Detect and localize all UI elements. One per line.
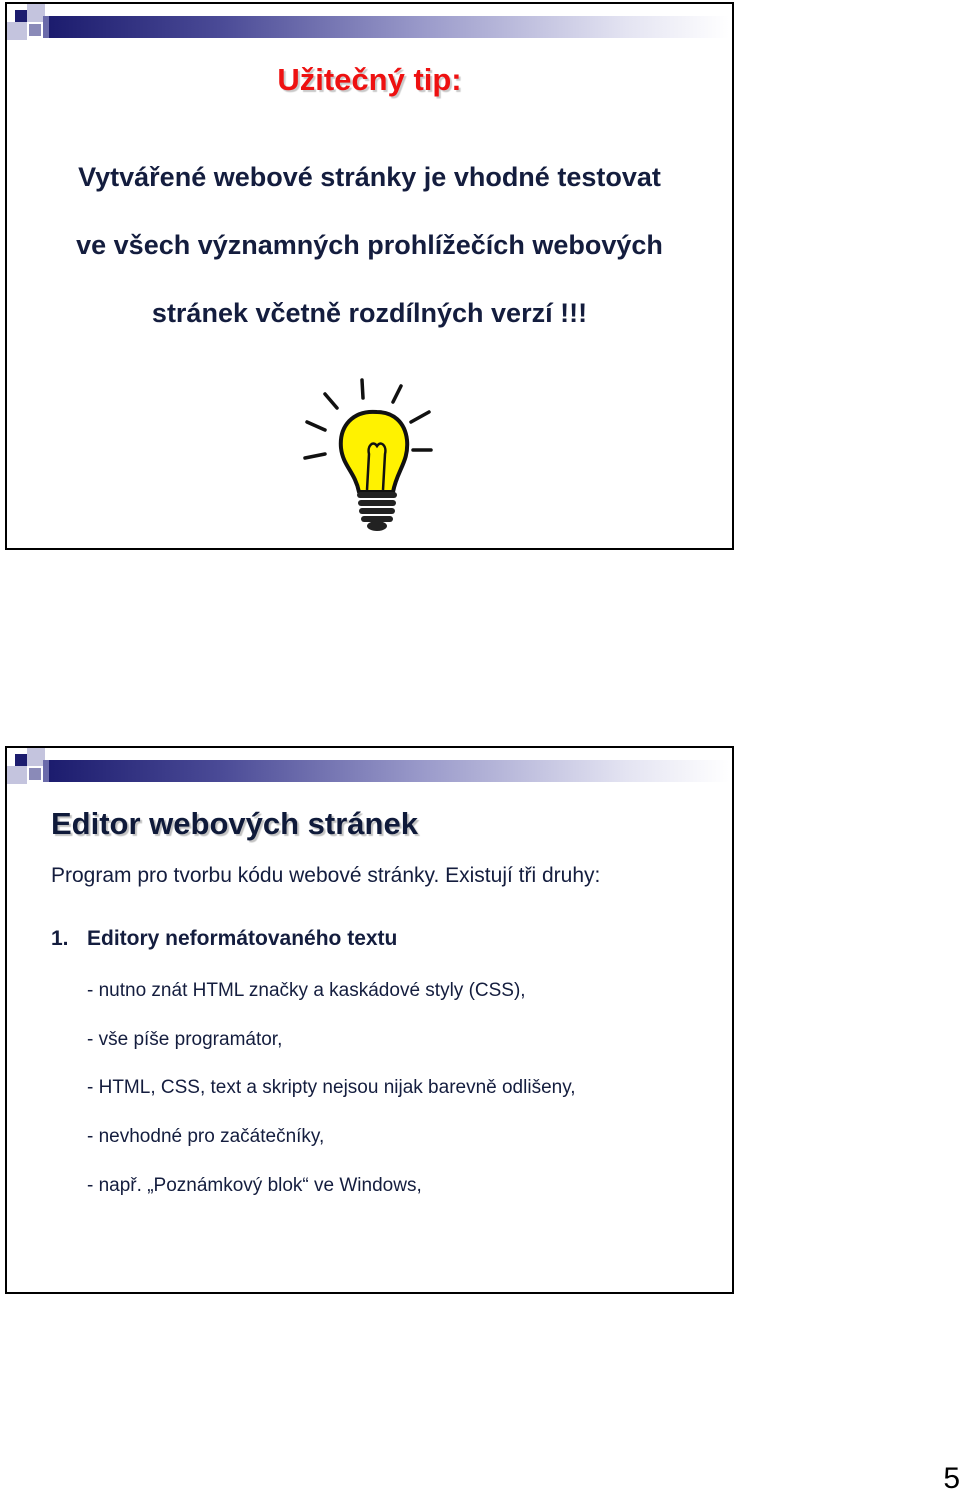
bullet-line: - např. „Poznámkový blok“ ve Windows, xyxy=(87,1175,422,1196)
bullet-line: - nevhodné pro začátečníky, xyxy=(87,1126,325,1147)
decor-square xyxy=(29,768,41,780)
tip-title: Užitečný tip: xyxy=(277,62,462,97)
decor-square xyxy=(7,766,27,784)
bullet-line: - vše píše programátor, xyxy=(87,1029,283,1050)
editor-title: Editor webových stránek xyxy=(51,806,418,841)
tip-text-line: Vytvářené webové stránky je vhodné testovat xyxy=(78,162,661,192)
header-gradient-band xyxy=(49,16,729,38)
header-gradient-band xyxy=(49,760,729,782)
decor-square xyxy=(15,754,27,766)
editor-subtitle: Program pro tvorbu kódu webové stránky. Existují tři druhy: xyxy=(51,864,601,887)
tip-text-line: ve všech významných prohlížečích webových xyxy=(76,230,663,260)
slide-tip xyxy=(5,2,734,550)
item-label: Editory neformátovaného textu xyxy=(87,927,398,950)
bullet-line: - HTML, CSS, text a skripty nejsou nijak barevně odlišeny, xyxy=(87,1077,576,1098)
decor-square xyxy=(7,22,27,40)
tip-text-line: stránek včetně rozdílných verzí !!! xyxy=(151,298,588,328)
item-number: 1. xyxy=(51,927,69,950)
numbered-item xyxy=(51,927,397,951)
bullet-line: - nutno znát HTML značky a kaskádové styly (CSS), xyxy=(87,980,526,1001)
lightbulb-icon xyxy=(297,374,437,534)
decor-square xyxy=(29,24,41,36)
page-number: 5 xyxy=(943,1462,960,1495)
decor-square xyxy=(15,10,27,22)
slide-editor xyxy=(5,746,734,1294)
